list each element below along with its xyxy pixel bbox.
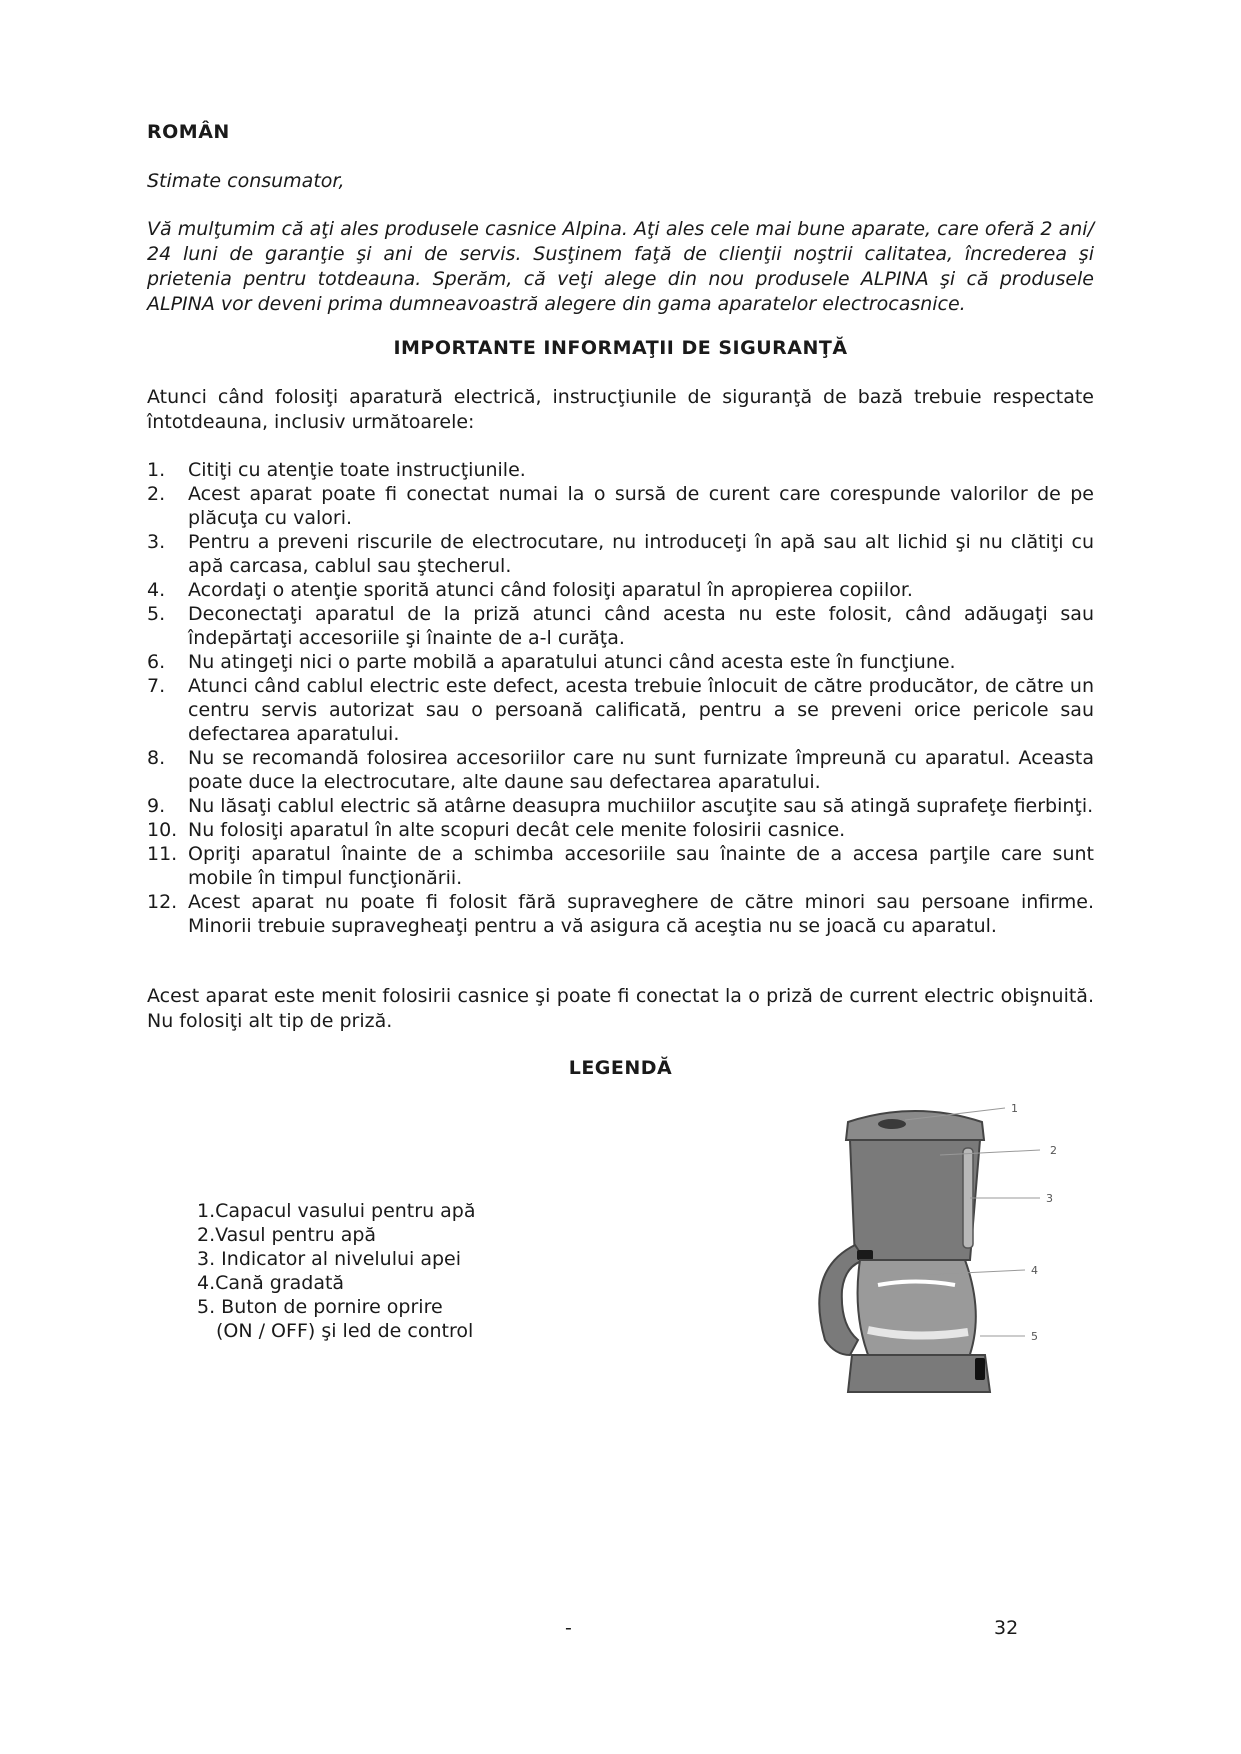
safety-intro: Atunci când folosiţi aparatură electrică, instrucţiunile de siguranţă de bază trebuie respectate întotdeauna, inclusiv următoarele: [147, 386, 1094, 433]
item-text: Nu lăsaţi cablul electric să atârne deasupra muchiilor ascuţite sau să atingă suprafeţe fierbinţi. [188, 795, 1094, 817]
item-text: Atunci când cablul electric este defect, acesta trebuie înlocuit de către producător, de către un centru servis autorizat sau o persoană calificată, pentru a se preveni orice pericole sau defectarea aparatului. [188, 675, 1094, 745]
page-number: 32 [994, 1617, 1019, 1639]
handle-clip-shape [857, 1250, 873, 1260]
water-tank-shape [850, 1140, 980, 1260]
item-number: 4. [147, 579, 166, 601]
legend-item: 1.Capacul vasului pentru apă [197, 1200, 476, 1222]
legend-heading: LEGENDĂ [568, 1057, 673, 1079]
legend-item-continuation: (ON / OFF) şi led de control [216, 1320, 474, 1342]
item-text: Deconectaţi aparatul de la priză atunci când acesta nu este folosit, când adăugaţi sau îndepărtaţi accesoriile şi înainte de a-l curăţa. [188, 603, 1094, 649]
diagram-label-2: 2 [1050, 1144, 1057, 1157]
list-item [147, 890, 1094, 938]
list-item [147, 602, 1094, 650]
greeting: Stimate consumator, [147, 170, 345, 192]
legend-item: 3. Indicator al nivelului apei [197, 1248, 462, 1270]
diagram-label-5: 5 [1031, 1330, 1038, 1343]
list-item [147, 482, 1094, 530]
carafe-shape [858, 1260, 976, 1360]
power-button-shape [975, 1358, 985, 1380]
item-number: 1. [147, 459, 166, 481]
item-text: Opriţi aparatul înainte de a schimba accesoriile sau înainte de a accesa parţile care sunt mobile în timpul funcţionării. [188, 843, 1094, 889]
item-text: Nu se recomandă folosirea accesoriilor care nu sunt furnizate împreună cu aparatul. Aceasta poate duce la electrocutare, alte daune sau defectarea aparatului. [188, 747, 1094, 793]
item-text: Acordaţi o atenţie sporită atunci când folosiţi aparatul în apropierea copiilor. [188, 579, 913, 601]
usage-note: Acest aparat este menit folosirii casnice şi poate fi conectat la o priză de current electric obişnuită. Nu folosiţi alt tip de priză. [147, 985, 1094, 1032]
item-number: 9. [147, 795, 166, 817]
diagram-label-3: 3 [1046, 1192, 1053, 1205]
item-number: 10. [147, 819, 178, 841]
footer-dash: - [565, 1617, 572, 1639]
item-text: Acest aparat nu poate fi folosit fără supraveghere de către minori sau persoane infirme. Minorii trebuie supravegheaţi pentru a vă asigura că aceştia nu se joacă cu aparatul. [188, 891, 1094, 937]
item-number: 7. [147, 675, 166, 697]
item-number: 5. [147, 603, 166, 625]
item-number: 11. [147, 843, 178, 865]
list-item [147, 458, 1094, 482]
list-item [147, 578, 1094, 602]
legend-item: 4.Cană gradată [197, 1272, 345, 1294]
item-number: 2. [147, 483, 166, 505]
legend-item: 2.Vasul pentru apă [197, 1224, 377, 1246]
lid-knob-shape [878, 1119, 906, 1129]
list-item [147, 530, 1094, 578]
item-text: Nu atingeţi nici o parte mobilă a aparatului atunci când acesta este în funcţiune. [188, 651, 956, 673]
item-number: 8. [147, 747, 166, 769]
language-heading: ROMÂN [147, 121, 230, 143]
legend-item: 5. Buton de pornire oprire [197, 1296, 443, 1318]
safety-list [147, 458, 1094, 938]
tank-lid-shape [846, 1111, 984, 1140]
item-text: Citiţi cu atenţie toate instrucţiunile. [188, 459, 526, 481]
diagram-label-1: 1 [1011, 1102, 1018, 1115]
coffee-maker-diagram [800, 1100, 1100, 1410]
legend-list [197, 1199, 617, 1343]
list-item [147, 842, 1094, 890]
item-number: 12. [147, 891, 178, 913]
item-text: Pentru a preveni riscurile de electrocutare, nu introduceţi în apă sau alt lichid şi nu clătiţi cu apă carcasa, cablul sau ştecherul. [188, 531, 1094, 577]
item-number: 3. [147, 531, 166, 553]
intro-paragraph: Vă mulţumim că aţi ales produsele casnice Alpina. Aţi ales cele mai bune aparate, care oferă 2 ani/ 24 luni de garanţie şi ani de servis. Susţinem faţă de clienţii noştrii calitatea, încrederea şi prietenia pentru totdeauna. Sperăm, că veţi alege din nou produsele ALPINA şi că produsele ALPINA vor deveni prima dumneavoastră alegere din gama aparatelor electrocasnice. [147, 218, 1094, 315]
list-item [147, 650, 1094, 674]
safety-heading: IMPORTANTE INFORMAŢII DE SIGURANŢĂ [393, 337, 848, 359]
list-item [147, 746, 1094, 794]
diagram-label-4: 4 [1031, 1264, 1038, 1277]
item-number: 6. [147, 651, 166, 673]
list-item [147, 674, 1094, 746]
item-text: Nu folosiţi aparatul în alte scopuri decât cele menite folosirii casnice. [188, 819, 846, 841]
base-shape [848, 1355, 990, 1392]
list-item [147, 818, 1094, 842]
item-text: Acest aparat poate fi conectat numai la o sursă de curent care corespunde valorilor de pe plăcuţa cu valori. [188, 483, 1094, 529]
list-item [147, 794, 1094, 818]
